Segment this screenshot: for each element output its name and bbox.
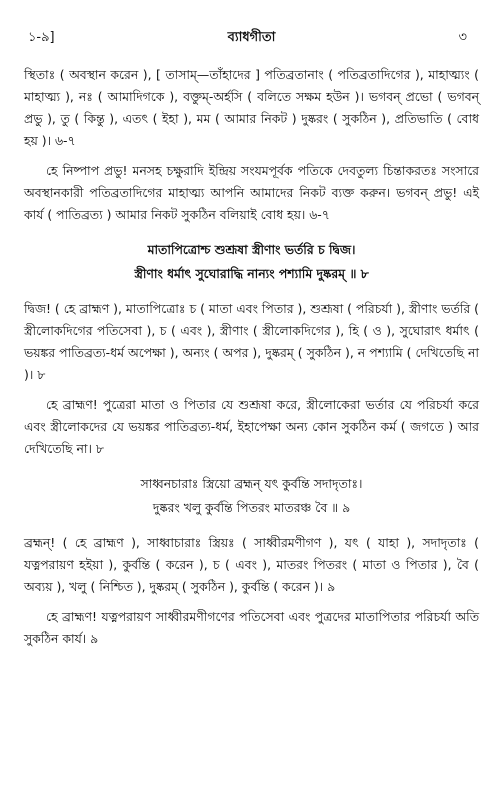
page-body (24, 64, 479, 650)
page-number: ৩ (458, 30, 467, 45)
paragraph-translation-9: ব্রহ্মন্! ( হে ব্রাহ্মণ ), সাধ্বাচারাঃ স্ত্রিয়ঃ ( সাধ্বীরমণীগণ ), যৎ ( যাহা ), সদাদৃতাঃ ( যত্নপরায়ণ হইয়া ), কুর্বন্তি ( করেন ), চ ( এবং ), মাতরং পিতরং ( মাতা ও পিতার ), বৈ ( অব্যয় ), খলু ( নিশ্চিত ), দুষ্করম্ ( সুকঠিন ), কুর্বন্তি ( করেন )। ৯ (24, 535, 479, 594)
paragraph-meaning-6-7: হে নিষ্পাপ প্রভু! মনসহ চক্ষুরাদি ইন্দ্রিয় সংযমপূর্বক পতিকে দেবতুল্য চিন্তাকরতঃ সংসারে অবস্থানকারী পতিব্রতাদিগের মাহাত্ম্য আপনি আমাদের নিকট ব্যক্ত করুন। ভগবন্ প্রভু! এই কার্য ( পাতিব্রত্য ) আমার নিকট সুকঠিন বলিয়াই বোধ হয়। ৬-৭ (24, 163, 479, 222)
page-header (24, 28, 479, 48)
verse-9-line-2: দুষ্করং খলু কুর্বন্তি পিতরং মাতরঞ্চ বৈ ॥ ৯ (152, 500, 351, 515)
paragraph-meaning-8: হে ব্রাহ্মণ! পুত্রেরা মাতা ও পিতার যে শুশ্রূষা করে, স্ত্রীলোকেরা ভর্তার যে পরিচর্যা করে এবং স্ত্রীলোকদের যে ভয়ঙ্কর পাতিব্রত্য-ধর্ম, ইহাপেক্ষা অন্য কোন সুকঠিন কর্ম ( জগতে ) আর দেখিতেছি না। ৮ (24, 397, 479, 456)
paragraph-translation-8: দ্বিজ! ( হে ব্রাহ্মণ ), মাতাপিত্রোঃ চ ( মাতা এবং পিতার ), শুশ্রূষা ( পরিচর্যা ), স্ত্রীণাং ভর্তরি ( স্ত্রীলোকদিগের পতিসেবা ), চ ( এবং ), স্ত্রীণাং ( স্ত্রীলোকদিগের ), হি ( ও ), সুঘোরাৎ ধর্মাৎ ( ভয়ঙ্কর পাতিব্রত্য-ধর্ম অপেক্ষা ), অন্যং ( অপর ), দুষ্করম্ ( সুকঠিন ), ন পশ্যামি ( দেখিতেছি না )। ৮ (24, 301, 479, 382)
verse-8-line-2: স্ত্রীণাং ধর্মাৎ সুঘোরাদ্ধি নান্যং পশ্যামি দুষ্করম্ ॥ ৮ (134, 266, 369, 281)
page-range: ১-৯] (28, 30, 55, 45)
paragraph-meaning-9: হে ব্রাহ্মণ! যত্নপরায়ণ সাধ্বীরমণীগণের পতিসেবা এবং পুত্রদের মাতাপিতার পরিচর্যা অতি সুকঠিন কার্য। ৯ (24, 609, 479, 646)
chapter-title: ব্যাধগীতা (227, 30, 276, 45)
verse-9-line-1: সাধ্বনচারাঃ স্ত্রিয়ো ব্রহ্মন্ যৎ কুর্বন্তি সদাদৃতাঃ। (140, 476, 363, 491)
paragraph-translation-6-7: স্থিতাঃ ( অবস্থান করেন ), [ তাসাম্—তাঁহাদের ] পতিব্রতানাং ( পতিব্রতাদিগের ), মাহাত্ম্যং ( মাহাত্ম্য ), নঃ ( আমাদিগকে ), বক্তুম্-অর্হসি ( বলিতে সক্ষম হউন )। ভগবন্ প্রভো ( ভগবন্ প্রভু ), তু ( কিন্তু ), এতৎ ( ইহা ), মম ( আমার নিকট ) দুষ্করং ( সুকঠিন ), প্রতিভাতি ( বোধ হয় )। ৬-৭ (24, 67, 479, 148)
verse-8-line-1: মাতাপিত্রোশ্চ শুশ্রূষা স্ত্রীণাং ভর্তরি চ দ্বিজ। (147, 242, 356, 257)
